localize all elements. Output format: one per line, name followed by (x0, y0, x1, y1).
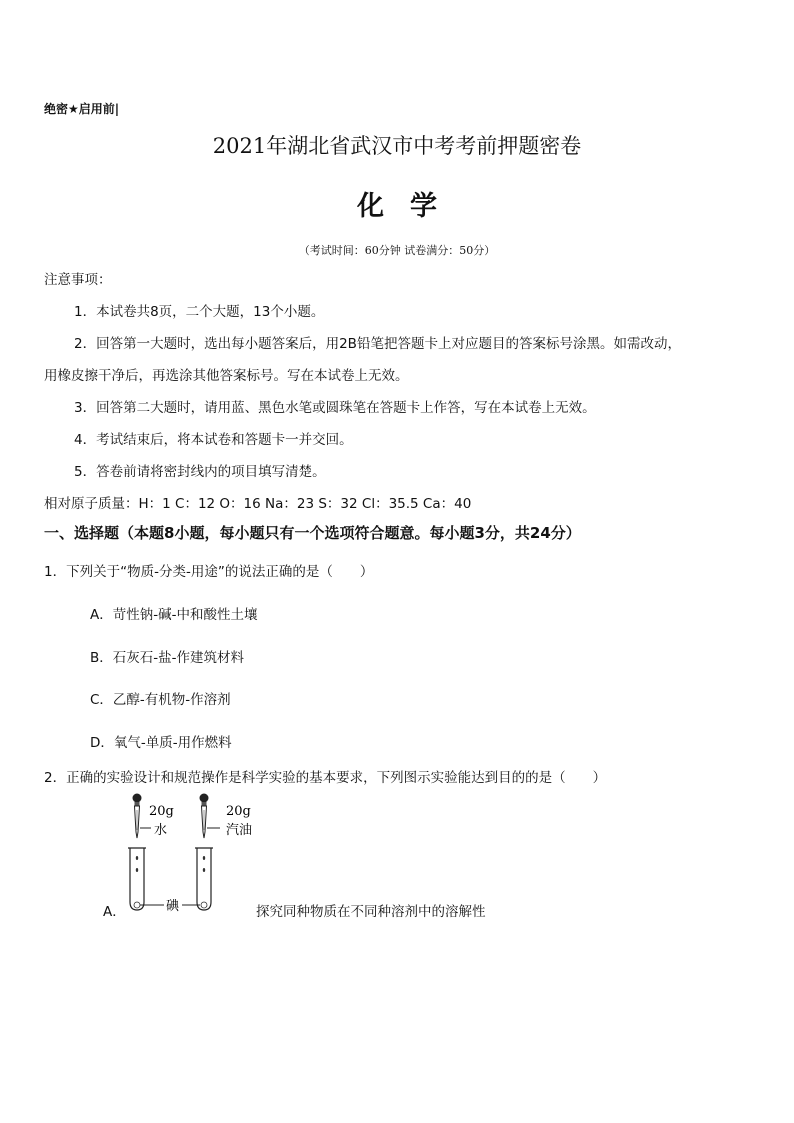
right-amount-label: 20g (226, 804, 251, 819)
confidential-label: 绝密★启用前| (44, 102, 120, 116)
question-2-stem: 2．正确的实验设计和规范操作是科学实验的基本要求，下列图示实验能达到目的的是（ ） (44, 770, 607, 786)
dropper-icon (200, 794, 209, 839)
note-item: 5．答卷前请将密封线内的项目填写清楚。 (74, 464, 326, 480)
note-item: 用橡皮擦干净后，再选涂其他答案标号。写在本试卷上无效。 (44, 368, 409, 384)
notes-heading: 注意事项： (44, 272, 112, 288)
test-tube-icon (195, 848, 213, 910)
question-1-option-b: B．石灰石-盐-作建筑材料 (90, 650, 245, 666)
question-2-option-a-text: 探究同种物质在不同种溶剂中的溶解性 (256, 904, 486, 920)
atomic-mass-line: 相对原子质量：H：1 C：12 O：16 Na：23 S：32 Cl：35.5 Ca：40 (44, 496, 472, 512)
question-1-option-a: A．苛性钠-碱-中和酸性土壤 (90, 607, 258, 623)
test-tube-icon (128, 848, 146, 910)
dropper-icon (133, 794, 142, 839)
question-2-option-a-label: A． (103, 904, 126, 920)
exam-info: （考试时间：60分钟 试卷满分：50分） (298, 244, 496, 257)
solute-label: 碘 (166, 899, 180, 914)
left-solvent-label: 水 (154, 823, 168, 838)
section-heading: 一、选择题（本题8小题，每小题只有一个选项符合题意。每小题3分，共24分） (44, 524, 581, 542)
right-solvent-label: 汽油 (226, 823, 253, 838)
note-item: 2．回答第一大题时，选出每小题答案后，用2B铅笔把答题卡上对应题目的答案标号涂黑。如需改动， (74, 336, 681, 352)
left-amount-label: 20g (149, 804, 174, 819)
question-1-option-c: C．乙醇-有机物-作溶剂 (90, 692, 231, 708)
question-1-stem: 1．下列关于“物质-分类-用途”的说法正确的是（ ） (44, 564, 374, 580)
question-1-option-d: D．氧气-单质-用作燃料 (90, 735, 232, 751)
exam-title: 2021年湖北省武汉市中考考前押题密卷 (212, 134, 582, 158)
note-item: 3．回答第二大题时，请用蓝、黑色水笔或圆珠笔在答题卡上作答，写在本试卷上无效。 (74, 400, 596, 416)
note-item: 1．本试卷共8页，二个大题，13个小题。 (74, 304, 325, 320)
subject-title: 化学 (357, 191, 463, 222)
note-item: 4．考试结束后，将本试卷和答题卡一并交回。 (74, 432, 353, 448)
